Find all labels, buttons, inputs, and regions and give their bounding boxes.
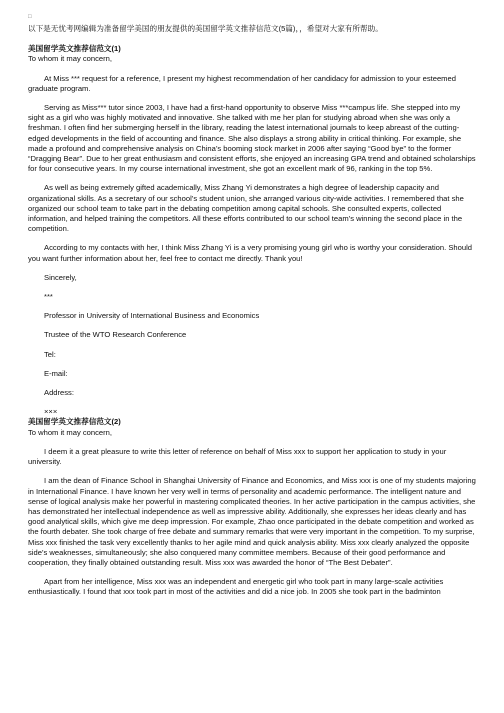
letter2-greeting: To whom it may concern, xyxy=(28,427,112,437)
letter2-paragraph-2: I am the dean of Finance School in Shanghai University of Finance and Economics, and Miss xxx is one of my students majoring in International Finance. I have known her very well in terms of personality and academic performance. The intelligent nature and sense of logical analysis make her powerful in mastering complicated theories. In her active participation in the campus activities, she has demonstrated her intellectual independence as well as impressive ability. Additionally, she expresses her ideas clearly and has good analytical skills, which give me deep impression. For example, Zhao once participated in the debate competition and worked as the fourth debater. She took charge of free debate and summary remarks that were very important in the competition. To my surprise, Miss xxx finished the task very excellently thanks to her agile mind and quick analysis ability. Miss xxx clearly analyzed the opposite side’s weaknesses, simultaneously; she also conquered many committee members. Because of their good performance and cooperation, they finally obtained outstanding result. Miss xxx was awarded the honor of “The Best Debater”. xyxy=(28,476,476,567)
letter1-paragraph-4: According to my contacts with her, I think Miss Zhang Yi is a very promising young girl who is worthy your consideration. Should you want further information about her, feel free to contact me directly. Thank you! xyxy=(28,243,472,263)
letter1-end-mark: ××× xyxy=(44,407,58,417)
letter1-tel: Tel: xyxy=(44,349,56,359)
page-marker: □ xyxy=(28,14,32,20)
letter2-paragraph-3: Apart from her intelligence, Miss xxx was an independent and energetic girl who took part in many large-scale activities enthusiastically. I found that xxx took part in most of the activities and did a nice job. In 2005 she took part in the badminton xyxy=(28,577,444,597)
letter1-trustee: Trustee of the WTO Research Conference xyxy=(44,330,187,340)
intro-text: 以下是无忧考网编辑为准备留学美国的朋友提供的美国留学英文推荐信范文(5篇)，，希望对大家有所帮助。 xyxy=(28,24,383,33)
letter1-address: Address: xyxy=(44,388,74,398)
letter1-closing: Sincerely, xyxy=(44,272,77,282)
letter2-paragraph-1: I deem it a great pleasure to write this letter of reference on behalf of Miss xxx to support her application to study in your university. xyxy=(28,446,447,467)
letter1-paragraph-2: Serving as Miss*** tutor since 2003, I have had a first-hand opportunity to observe Miss ***campus life. She stepped into my sight as a girl who was highly motivated and innovative. She talked with me her plan for studying abroad when she was only a freshman. I often find her submerging herself in the library, reading the latest international journals to keep abreast of the cutting-edged developments in the field of accounting and finance. She also displays a strong ability in critical thinking. For example, she made a profound and comprehensive analysis on China’s booming stock market in 2006 after saying “Good bye” to the former “Dragging Bear”. Due to her great enthusiasm and consistent efforts, she enjoyed an increasing GPA trend and obtained scholarships for four consecutive years. In my course international investment, she got an excellent mark of 96, ranking in the top 5%. xyxy=(28,103,476,174)
letter1-signature: *** xyxy=(44,292,53,302)
letter1-paragraph-3: As well as being extremely gifted academically, Miss Zhang Yi demonstrates a high degree of leadership capacity and organizational skills. As a secretary of our school’s student union, she arranged various city-wide activities. I remembered that she organized our school team to take part in the debating competition among capital schools. She consulted experts, collected information, and helped training the competitors. All these efforts contributed to our school team’s winning the second place in the competition. xyxy=(28,183,464,234)
letter1-email: E-mail: xyxy=(44,368,68,378)
letter2-title: 美国留学英文推荐信范文(2) xyxy=(28,417,121,427)
letter1-role: Professor in University of International Business and Economics xyxy=(44,311,260,321)
letter1-paragraph-1: At Miss *** request for a reference, I present my highest recommendation of her candidacy for admission to your esteemed graduate program. xyxy=(28,73,456,93)
letter1-title: 美国留学英文推荐信范文(1) xyxy=(28,44,121,54)
letter1-greeting: To whom it may concern, xyxy=(28,54,112,64)
